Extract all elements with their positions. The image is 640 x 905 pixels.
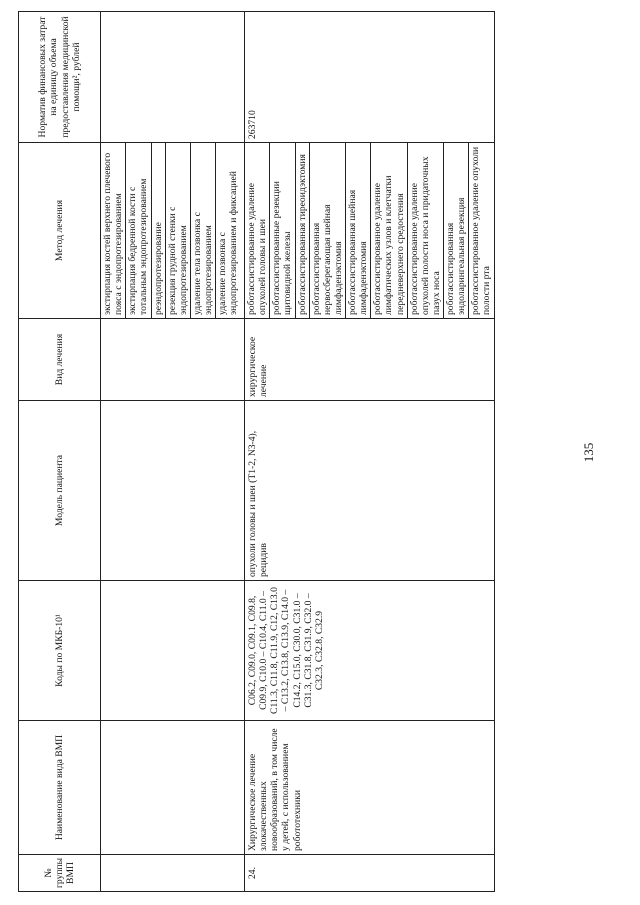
cost-norm: 263710 (245, 12, 495, 143)
method-list (245, 143, 495, 319)
method-item: роботассистированные резекции щитовидной железы (270, 143, 295, 318)
page-number: 135 (581, 442, 596, 463)
method-item: роботассистированная нервосберегающая шейная лимфаденэктомия (310, 143, 346, 318)
icd-codes: C06.2, C09.0, C09.1, C09.8, C09.9, C10.0 – C10.4, C11.0 – C11.3, C11.8, C11.9, C12, C13.0 – C13.2, C13.8, C13.9, C14.0 – C14.2, C15.0, C30.0, C31.0 – C31.3, C31.8, C31.9, C32.0 – C32.3, C32.8, C32.9 (245, 581, 495, 721)
method-item: роботассистированная шейная лимфаденэктомия (346, 143, 371, 318)
method-item: экстирпация бедренной кости с тотальным эндопротезированием (126, 143, 151, 318)
method-item: резекция грудной стенки с эндопротезированием (166, 143, 191, 318)
header-treatment-method: Метод лечения (19, 143, 101, 319)
empty-cell (101, 319, 245, 401)
header-icd-codes: Коды по МКБ-10¹ (19, 581, 101, 721)
method-item: удаление позвонка с эндопротезированием и фиксацией (217, 171, 240, 315)
empty-cell (101, 855, 245, 892)
method-item: роботассистированная эндоларингеальная резекция (444, 143, 469, 318)
patient-model: опухоли головы и шеи (T1-2, N3-4), рецидив (245, 401, 495, 581)
empty-cell (101, 581, 245, 721)
method-item: экстирпация костей верхнего плечевого пояса с эндопротезированием (101, 143, 126, 318)
empty-cell (101, 12, 245, 143)
empty-cell (101, 401, 245, 581)
header-treatment-type: Вид лечения (19, 319, 101, 401)
table-row (101, 12, 245, 892)
header-row (19, 12, 101, 892)
method-item: удаление тела позвонка с эндопротезированием (191, 143, 216, 318)
header-patient-model: Модель пациента (19, 401, 101, 581)
method-item: роботассистированная тиреоидэктомия (296, 143, 310, 318)
group-number: 24. (245, 855, 495, 892)
header-cost-norm: Норматив финансовых затрат на единицу объема предоставления медицинской помощи², рублей (19, 12, 101, 143)
table-row (245, 12, 495, 892)
method-list (101, 143, 245, 319)
method-item: роботассистированное удаление опухолей полости носа и придаточных пазух носа (408, 143, 444, 318)
header-group-number: № группы ВМП (19, 855, 101, 892)
vmp-table (18, 11, 495, 892)
treatment-type: хирургическое лечение (245, 319, 495, 401)
method-item: роботассистированное удаление опухоли полости рта (470, 146, 493, 315)
vmp-name: Хирургическое лечение злокачественных новообразований, в том числе у детей, с использованием робототехники (245, 721, 495, 855)
header-vmp-name: Наименование вида ВМП (19, 721, 101, 855)
method-item: роботассистированное удаление опухолей головы и шеи (245, 143, 270, 318)
method-item: роботассистированное удаление лимфатических узлов и клетчатки передневерхнего средостения (371, 143, 407, 318)
empty-cell (101, 721, 245, 855)
method-item: реэндопротезирование (152, 143, 166, 318)
